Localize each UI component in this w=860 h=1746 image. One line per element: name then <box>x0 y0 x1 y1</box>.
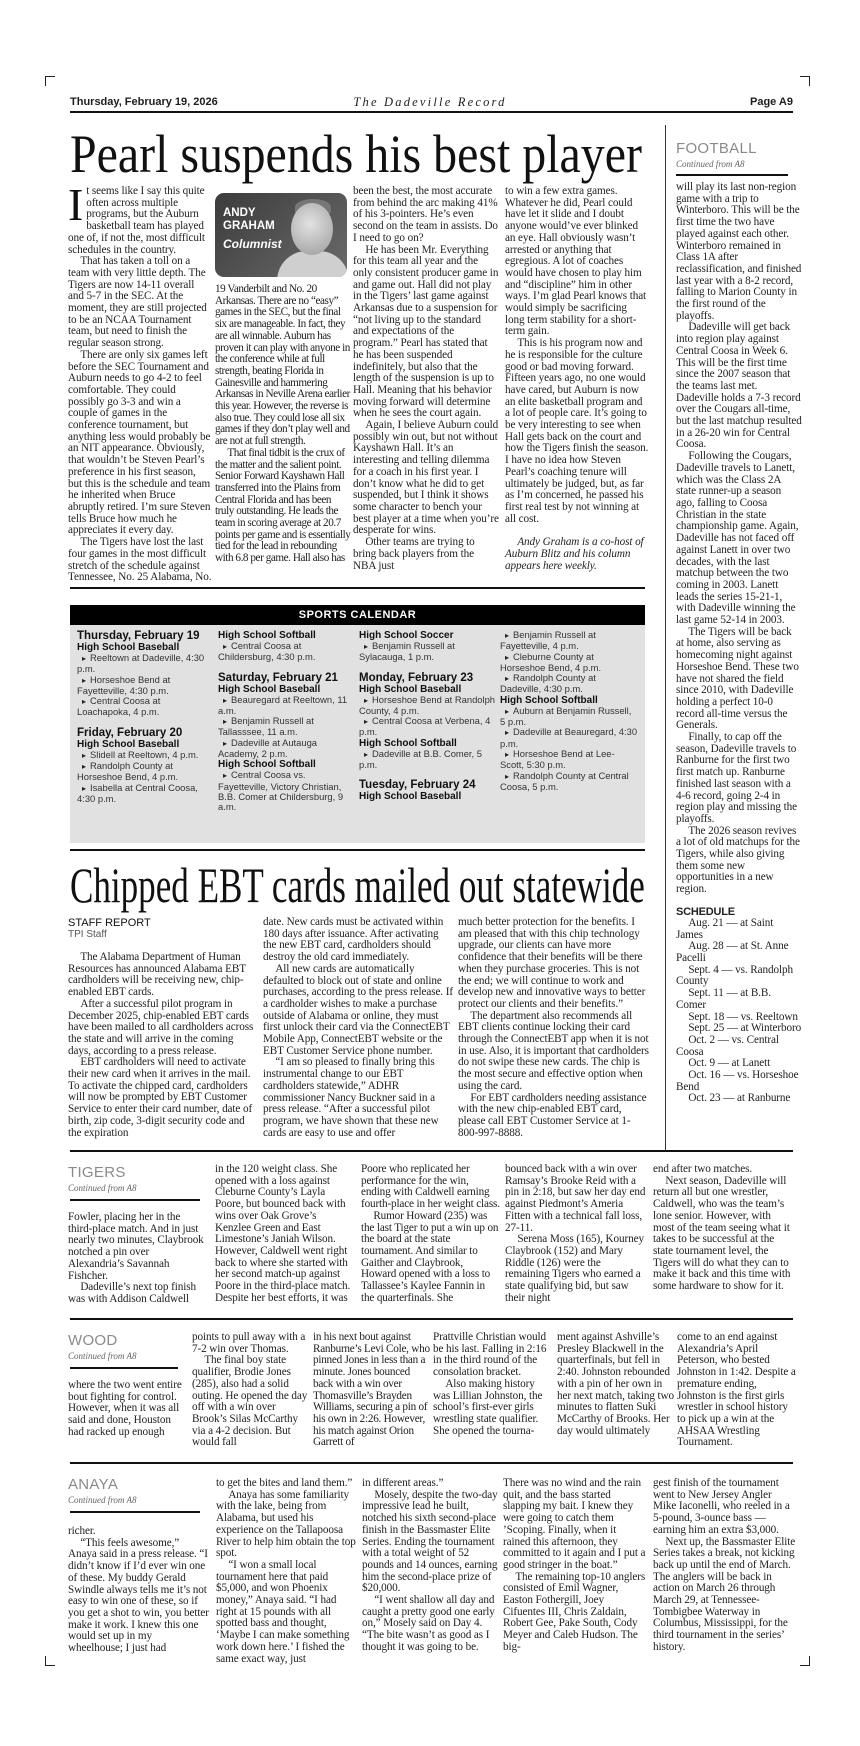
article-column <box>362 1478 499 1654</box>
calendar-event: ▸ Randolph County at Central Coosa, 5 p.m. <box>500 771 638 793</box>
paragraph: He has been Mr. Everything for this team all year and the only consistent producer game in and game out. Hall did not play in the Tigers’ last game against Arkansas due to a suspension for “not living up to the standard and expectations of the program.” Pearl has stated that he has been suspended indefinitely, but also that the length of the suspension is up to Hall. Meaning that his behavior moving forward will determine when he sees the court again. <box>353 243 499 420</box>
article-column <box>458 917 650 1139</box>
schedule-item: Aug. 28 — at St. Anne Pacelli <box>676 940 789 964</box>
columnist-portrait-head <box>291 203 333 255</box>
paragraph: There are only six games left before the SEC Tournament and Auburn needs to go 4-2 to feel comfortable. They could possibly go 3-3 and win a couple of games in the conference tournament, but anything less would probably be an NIT appearance. Obviously, that wouldn’t be Steven Pearl’s preference in his first season, but this is the schedule and team he inherited when Bruce abruptly retired. I’m sure Steven tells Bruce how much he appreciates it every day. <box>68 348 211 537</box>
paragraph: date. New cards must be activated within 180 days after issuance. After activating the new EBT card, cardholders should destroy the old card immediately. <box>263 916 444 964</box>
jump-continued: Continued from A8 <box>68 1351 137 1361</box>
calendar-day-heading: Friday, February 20 <box>77 726 183 739</box>
article-column <box>653 1478 796 1654</box>
paragraph: Poore who replicated her performance for the win, ending with Caldwell earning fourth-place in her weight class. <box>361 1163 500 1211</box>
article-column <box>68 1526 209 1655</box>
calendar-day-heading: Thursday, February 19 <box>77 630 200 642</box>
article-column <box>505 186 649 573</box>
byline-org: TPI Staff <box>68 929 107 940</box>
paragraph: Mosely, despite the two-day impressive lead he built, notched his sixth second-place finish in the Bassmaster Elite Series. Ending the tournament with a total weight of 52 pounds and 14 ounces, earning him the second-place prize of $20,000. <box>362 1488 498 1595</box>
article-column <box>215 284 351 565</box>
article-column <box>505 1164 646 1304</box>
calendar-event: ▸ Benjamin Russell at Fayetteville, 4 p.m. <box>500 630 638 652</box>
calendar-event: ▸ Randolph County at Dadeville, 4:30 p.m. <box>500 673 638 695</box>
jump-title: FOOTBALL <box>676 140 757 157</box>
columnist-last-name: GRAHAM <box>223 220 275 232</box>
paragraph: Also making history was Lillian Johnston, the school’s first-ever girls wrestling state qualifier. She opened the tourna- <box>433 1377 543 1437</box>
paragraph: t seems like I say this quite often across multiple programs, but the Auburn basketball team has played one of, if not the, most difficult schedules in the country. <box>68 185 205 256</box>
paragraph: The Alabama Department of Human Resources has announced Alabama EBT cardholders will be receiving new, chip-enabled EBT cards. <box>68 951 246 999</box>
paragraph: Rumor Howard (235) was the last Tiger to put a win up on the board at the state tournament. And similar to Gaither and Claybrook, Howard opened with a loss to Tallassee’s Kaylee Fannin in the quarterfinals. She <box>361 1209 499 1304</box>
paragraph: in the 120 weight class. She opened with a loss against Cleburne County’s Layla Poore, but bounced back with wins over Oak Grove’s Kenzlee Green and East Limestone’s Janiah Wilson. However, Caldwell went right back to where she started with her second match-up against Poore in the third-place match. Despite her best efforts, it was <box>215 1163 351 1304</box>
calendar-event: ▸ Randolph County at Horseshoe Bend, 4 p.m. <box>77 761 215 783</box>
paragraph: where the two went entire bout fighting for control. However, when it was all said and done, Houston had racked up enough <box>68 1379 182 1438</box>
paragraph: end after two matches. <box>653 1163 753 1175</box>
jump-title: WOOD <box>68 1332 118 1349</box>
jump-header-tigers <box>68 1164 137 1193</box>
calendar-event: ▸ Cleburne County at Horseshoe Bend, 4 p.m. <box>500 652 638 674</box>
paragraph: gest finish of the tournament went to New Jersey Angler Mike Iaconelli, who reeled in a 5-pound, 3-ounce bass — earning him an extra $3,000. <box>653 1477 790 1536</box>
football-sidebar <box>676 140 800 169</box>
columnist-first-name: ANDY <box>223 207 256 219</box>
article-headline-ebt: Chipped EBT cards mailed out statewide <box>70 857 645 913</box>
author-tagline: Andy Graham is a co-host of Auburn Blitz and his column appears here weekly. <box>505 536 644 572</box>
paragraph: The final boy state qualifier, Brodie Jones (285), also had a solid outing. He opened the day off with a win over Brook’s Silas McCarthy via a 4-2 decision. But would fall <box>192 1354 308 1449</box>
calendar-event: ▸ Benjamin Russell at Tallasssee, 11 a.m. <box>218 716 356 738</box>
article-column <box>68 952 256 1139</box>
article-headline-pearl: Pearl suspends his best player <box>70 124 642 184</box>
paragraph: richer. <box>68 1525 96 1537</box>
paragraph: will play its last non-region game with a trip to Winterboro. This will be the first time the two have played against each other. Winterboro remained in Class 1A after reclassification, and finished last year with a 8-2 record, falling to Marion County in the first round of the playoffs. <box>676 181 802 322</box>
calendar-column <box>359 630 497 802</box>
crop-mark <box>800 1656 810 1666</box>
calendar-event: ▸ Dadeville at B.B. Comer, 5 p.m. <box>359 749 497 771</box>
paragraph: Dadeville will get back into region play against Central Coosa in Week 6. This will be the first time since the 2007 season that the teams last met. Dadeville holds a 7-3 record over the Cougars all-time, but the last matchup resulted in a 26-20 win for Central Coosa. <box>676 321 802 451</box>
article-column <box>68 1380 186 1439</box>
columnist-name <box>223 207 275 233</box>
schedule-item: Oct. 23 — at Ranburne <box>688 1092 791 1105</box>
schedule-item: Oct. 9 — at Lanett <box>688 1057 771 1070</box>
sidebar-divider <box>665 125 666 1150</box>
jump-continued: Continued from A8 <box>68 1495 137 1505</box>
section-rule <box>70 849 645 851</box>
calendar-day-heading: Tuesday, February 24 <box>359 779 476 792</box>
paragraph: come to an end against Alexandria’s April Peterson, who bested Johnston in 1:42. Despite a premature ending, Johnston is the first girls wrestler in school history to pick up a win at the AHSAA Wrestling Tournament. <box>677 1331 796 1449</box>
calendar-sport-heading: High School Baseball <box>77 642 180 653</box>
newspaper-name: The Dadeville Record <box>353 95 507 109</box>
calendar-sport-heading: High School Softball <box>218 630 316 641</box>
crop-mark <box>800 76 810 86</box>
paragraph: to get the bites and land them.” <box>216 1477 353 1489</box>
paragraph: in his next bout against Ranburne’s Levi Cole, who pinned Jones in less than a minute. Jones bounced back with a win over Thomasville’s Brayden Williams, securing a pin of his own in 2:26. However, his match against Orion Garrett of <box>313 1331 430 1449</box>
jump-continued: Continued from A8 <box>676 159 745 169</box>
paragraph: The department also recommends all EBT clients continue locking their card through the ConnectEBT app when it is not in use. Also, it is important that cardholders do not swipe these new cards. The chip is the most secure and effective option when using the card. <box>458 1009 649 1092</box>
paragraph: been the best, the most accurate from behind the arc making 41% of his 3-pointers. He’s even second on the team in assists. Do I need to go on? <box>353 185 498 244</box>
football-column <box>676 182 802 1105</box>
schedule-item: Oct. 16 — vs. Horseshoe Bend <box>676 1069 799 1093</box>
sports-calendar-title: SPORTS CALENDAR <box>70 605 645 625</box>
paragraph: EBT cardholders will need to activate their new card when it arrives in the mail. To activate the chipped card, cardholders will now be prompted by EBT Customer Service to enter their card number, date of birth, zip code, 3-digit security code and the expiration <box>68 1056 253 1139</box>
section-rule <box>70 587 645 589</box>
drop-cap: I <box>68 179 84 230</box>
paragraph: 19 Vanderbilt and No. 20 Arkansas. There are no “easy” games in the SEC, but the final six are manageable. In fact, they are all winnable. Auburn has proven it can play with anyone in the conference while at full strength, beating Florida in Gainesville and hammering Arkansas in Neville Arena earlier this year. However, the reverse is also true. They could lose all six games if they don’t play well and are not at full strength. <box>215 283 350 448</box>
article-column <box>68 1212 206 1306</box>
jump-rule <box>70 1367 178 1369</box>
calendar-event: ▸ Dadeville at Beauregard, 4:30 p.m. <box>500 727 638 749</box>
calendar-sport-heading: High School Baseball <box>359 791 462 803</box>
section-rule <box>70 1150 793 1152</box>
calendar-sport-heading: High School Baseball <box>218 683 321 695</box>
article-column <box>503 1478 646 1654</box>
schedule-item: Sept. 25 — at Winterboro <box>688 1022 802 1035</box>
article-column <box>192 1332 309 1449</box>
jump-title: ANAYA <box>68 1476 119 1493</box>
calendar-sport-heading: High School Soccer <box>359 630 454 641</box>
calendar-sport-heading: High School Baseball <box>359 683 462 695</box>
article-column <box>653 1164 794 1293</box>
article-column <box>68 179 212 584</box>
calendar-event: ▸ Isabella at Central Coosa, 4:30 p.m. <box>77 783 215 805</box>
paragraph: ment against Ashville’s Presley Blackwell in the quarterfinals, but fell in 2:40. Johnston rebounded with a pin of her own in her next match, taking two minutes to flatten Suki McCarthy of Brooks. Her day would ultimately <box>557 1331 675 1437</box>
paragraph: The Tigers have lost the last four games in the most difficult stretch of the schedule against Tennessee, No. 25 Alabama, No. <box>68 536 212 584</box>
jump-continued: Continued from A8 <box>68 1183 137 1193</box>
paragraph: Dadeville’s next top finish was with Addison Caldwell <box>68 1281 196 1305</box>
paragraph: to win a few extra games. Whatever he did, Pearl could have let it slide and I doubt anyone would’ve ever blinked an eye. Hall obviously wasn’t arrested or anything that egregious. A lot of coaches would have chosen to play him and “discipline” him in other ways. I’m glad Pearl knows that would simply be sacrificing long term stability for a short-term gain. <box>505 185 647 338</box>
sports-calendar <box>70 625 645 843</box>
schedule-item: Sept. 18 — vs. Reeltown <box>688 1010 798 1023</box>
paragraph: Next up, the Bassmaster Elite Series takes a break, not kicking back up until the end of March. The anglers will be back in action on March 26 through March 29, at Tennessee-Tombigbee Waterway in Columbus, Mississippi, for the third tournament in the series’ history. <box>653 1535 796 1653</box>
section-rule <box>70 1462 793 1464</box>
paragraph: That final tidbit is the crux of the matter and the salient point. Senior Forward Kayshawn Hall transferred into the Plains from Central Florida and has been truly outstanding. He leads the team in scoring average at 20.7 points per game and is essentially tied for the lead in rebounding with 6.8 per game. Hall also has <box>215 446 351 565</box>
paragraph: Again, I believe Auburn could possibly win out, but not without Kayshawn Hall. It’s an interesting and telling dilemma for a coach in his first year. I don’t know what he did to get suspended, but I think it shows some character to bench your best player at a time when you’re desperate for wins. <box>353 419 499 537</box>
paragraph: The Tigers will be back at home, also serving as homecoming night against Horseshoe Bend. These two have not shared the field since 2010, with Dadeville holding a perfect 10-0 record all-time versus the Generals. <box>676 625 799 732</box>
schedule-item: Sept. 4 — vs. Randolph County <box>676 963 794 988</box>
columnist-role: Columnist <box>223 237 282 251</box>
article-column <box>361 1164 500 1304</box>
paragraph: This is his program now and he is responsible for the culture good or bad moving forward. Fifteen years ago, no one would have cared, but Auburn is now an elite basketball program and a lot of people care. It’s going to be very interesting to see when Hall gets back on the court and how the Tigers finish the season. I have no idea how Steven Pearl’s coaching tenure will ultimately be judged, but, as far as I’m concerned, he passed his first real test by not winning at all cost. <box>505 337 649 525</box>
jump-header-wood <box>68 1332 137 1361</box>
paragraph: Fowler, placing her in the third-place match. And in just nearly two minutes, Claybrook notched a pin over Alexandria’s Savannah Fishcher. <box>68 1211 204 1282</box>
paragraph: That has taken a toll on a team with very little depth. The Tigers are now 14-11 overall and 5-7 in the SEC. At the moment, they are still projected to be an NCAA Tournament team, but need to finish the regular season strong. <box>68 255 207 350</box>
paragraph: For EBT cardholders needing assistance with the new chip-enabled EBT card, please call EBT Customer Service at 1-800-997-8888. <box>458 1091 647 1139</box>
calendar-event: ▸ Central Coosa vs. Fayetteville, Victory Christian, B.B. Comer at Childersburg, 9 a.m. <box>218 770 356 812</box>
issue-date: Thursday, February 19, 2026 <box>70 96 218 108</box>
schedule-item: Sept. 11 — at B.B. Comer <box>676 987 771 1011</box>
jump-title: TIGERS <box>68 1164 126 1181</box>
paragraph: Anaya has some familiarity with the lake, being from Alabama, but used his experience on the Tallapoosa River to help him obtain the top spot. <box>216 1488 356 1560</box>
paragraph: bounced back with a win over Ramsay’s Brooke Reid with a pin in 2:18, but saw her day end against Piedmont’s Ameria Fitten with a technical fall loss, 27-11. <box>505 1163 646 1234</box>
page-number: Page A9 <box>749 96 793 108</box>
paragraph: in different areas.” <box>362 1477 444 1489</box>
calendar-event: ▸ Horseshoe Bend at Randolph County, 4 p.m. <box>359 695 497 717</box>
paragraph: Next season, Dadeville will return all but one wrestler, Caldwell, who was the team’s lone senior. However, with most of the team seeing what it takes to be successful at the state tournament level, the Tigers will do what they can to make it back and this time with some hardware to show for it. <box>653 1174 791 1293</box>
calendar-sport-heading: High School Softball <box>218 759 316 771</box>
paragraph: Finally, to cap off the season, Dadeville travels to Ranburne for the first two first match up. Ranburne finished last season with a 4-6 record, going 2-4 in region play and missing the playoffs. <box>676 731 797 825</box>
paragraph: points to pull away with a 7-2 win over Thomas. <box>192 1331 306 1355</box>
crop-mark <box>45 76 55 86</box>
schedule-item: Oct. 2 — vs. Central Coosa <box>676 1033 779 1058</box>
paragraph: Serena Moss (165), Kourney Claybrook (152) and Mary Riddle (126) were the remaining Tigers who earned a state qualifying bid, but saw their night <box>505 1233 644 1304</box>
columnist-photo <box>215 193 347 277</box>
paragraph: Prattville Christian would be his last. Falling in 2:16 in the third round of the consolation bracket. <box>433 1331 547 1379</box>
header-rule <box>70 111 793 113</box>
calendar-day-heading: Saturday, February 21 <box>218 671 338 684</box>
calendar-event: ▸ Horseshoe Bend at Lee-Scott, 5:30 p.m. <box>500 749 638 771</box>
calendar-sport-heading: High School Softball <box>500 694 598 706</box>
schedule-heading: SCHEDULE <box>676 905 735 918</box>
byline <box>68 917 253 954</box>
paragraph: All new cards are automatically defaulted to block out of state and online purchases, according to the press release. If a cardholder wishes to make a purchase outside of Alabama or online, they must first unlock their card via the ConnectEBT Mobile App, ConnectEBT website or the EBT Customer Service phone number. <box>263 962 453 1057</box>
calendar-event: ▸ Horseshoe Bend at Fayetteville, 4:30 p.m. <box>77 675 215 697</box>
jump-rule <box>70 1511 200 1513</box>
article-column <box>313 1332 430 1449</box>
paragraph: There was no wind and the rain quit, and the bass started slapping my bait. I knew they were going to catch them ’Scoping. Finally, when it rained this afternoon, they committed to it again and I put a good stringer in the boat.” <box>503 1477 646 1571</box>
paragraph: Other teams are trying to bring back players from the NBA just <box>353 536 475 572</box>
article-column <box>353 186 499 572</box>
calendar-event: ▸ Reeltown at Dadeville, 4:30 p.m. <box>77 653 215 675</box>
paragraph: The 2026 season revives a lot of old matchups for the Tigers, while also giving them some new opportunities in a new region. <box>676 824 800 896</box>
jump-rule <box>70 1199 200 1201</box>
calendar-event: ▸ Dadeville at Autauga Academy, 2 p.m. <box>218 738 356 760</box>
jump-rule <box>676 174 788 176</box>
jump-header-anaya <box>68 1476 137 1505</box>
calendar-column <box>218 630 356 813</box>
article-column <box>677 1332 796 1449</box>
paragraph: “I am so pleased to finally bring this instrumental change to our EBT cardholders statewide,” ADHR commissioner Nancy Buckner said in a press release. “After a successful pilot program, we have shown that these new cards are easy to use and offer <box>263 1056 439 1139</box>
paragraph: much better protection for the benefits. I am pleased that with this chip technology upgrade, our clients can have more confidence that their benefits will be there when they purchase groceries. This is not the end; we will continue to work and develop new and innovative ways to better protect our clients and their benefits.” <box>458 916 646 1010</box>
paragraph: After a successful pilot program in December 2025, chip-enabled EBT cards have been mailed to all cardholders across the state and will arrive in the coming days, according to a press release. <box>68 997 254 1057</box>
section-rule <box>70 1318 793 1320</box>
calendar-event: ▸ Central Coosa at Loachapoka, 4 p.m. <box>77 696 215 718</box>
crop-mark <box>45 1656 55 1666</box>
calendar-event: ▸ Benjamin Russell at Sylacauga, 1 p.m. <box>359 641 497 663</box>
schedule-item: Aug. 21 — at Saint James <box>676 916 774 941</box>
article-column <box>433 1332 552 1437</box>
article-column <box>557 1332 674 1437</box>
calendar-sport-heading: High School Softball <box>359 737 457 749</box>
calendar-sport-heading: High School Baseball <box>77 738 180 750</box>
calendar-column <box>500 630 638 792</box>
paragraph: “I went shallow all day and caught a pretty good one early on,” Mosely said on Day 4. “The bite wasn’t as good as I thought it was going to be. <box>362 1594 495 1653</box>
article-column <box>216 1478 357 1665</box>
article-column <box>263 917 453 1139</box>
calendar-event: ▸ Auburn at Benjamin Russell, 5 p.m. <box>500 706 638 728</box>
byline-author: STAFF REPORT <box>68 917 151 929</box>
calendar-event: ▸ Central Coosa at Childersburg, 4:30 p.m. <box>218 641 356 663</box>
calendar-event: ▸ Beauregard at Reeltown, 11 a.m. <box>218 695 356 717</box>
paragraph: “I won a small local tournament here that paid $5,000, and won Phoenix money,” Anaya said. “I had right at 15 pounds with all spotted bass and thought, ‘Maybe I can make something work down here.’ I fished the same exact way, just <box>216 1558 350 1665</box>
article-column <box>215 1164 354 1304</box>
calendar-day-heading: Monday, February 23 <box>359 671 474 684</box>
paragraph: Following the Cougars, Dadeville travels to Lanett, which was the Class 2A state runner-up a season ago, falling to Coosa Christian in the state championship game. Again, Dadeville has not faced off against Lanett in over two decades, with the last matchup between the two coming in 2003. Lanett leads the series 15-21-1, with Dadeville winning the last game 52-14 in 2003. <box>676 450 799 627</box>
paragraph: The remaining top-10 anglers consisted of Emil Wagner, Easton Fothergill, Joey Cifuentes III, Chris Zaldain, Robert Gee, Pake South, Cody Meyer and Caleb Hudson. The big- <box>503 1570 646 1653</box>
calendar-event: ▸ Slidell at Reeltown, 4 p.m. <box>77 750 215 761</box>
calendar-column <box>77 630 215 804</box>
paragraph: “This feels awesome,” Anaya said in a press release. “I didn’t know if I’d ever win one of these. My buddy Gerald Swindle always tells me it’s not easy to win one of these, so if you get a shot to win, you better make it work. I knew this one would set up in my wheelhouse; I just had <box>68 1536 209 1655</box>
calendar-event: ▸ Central Coosa at Verbena, 4 p.m. <box>359 716 497 738</box>
